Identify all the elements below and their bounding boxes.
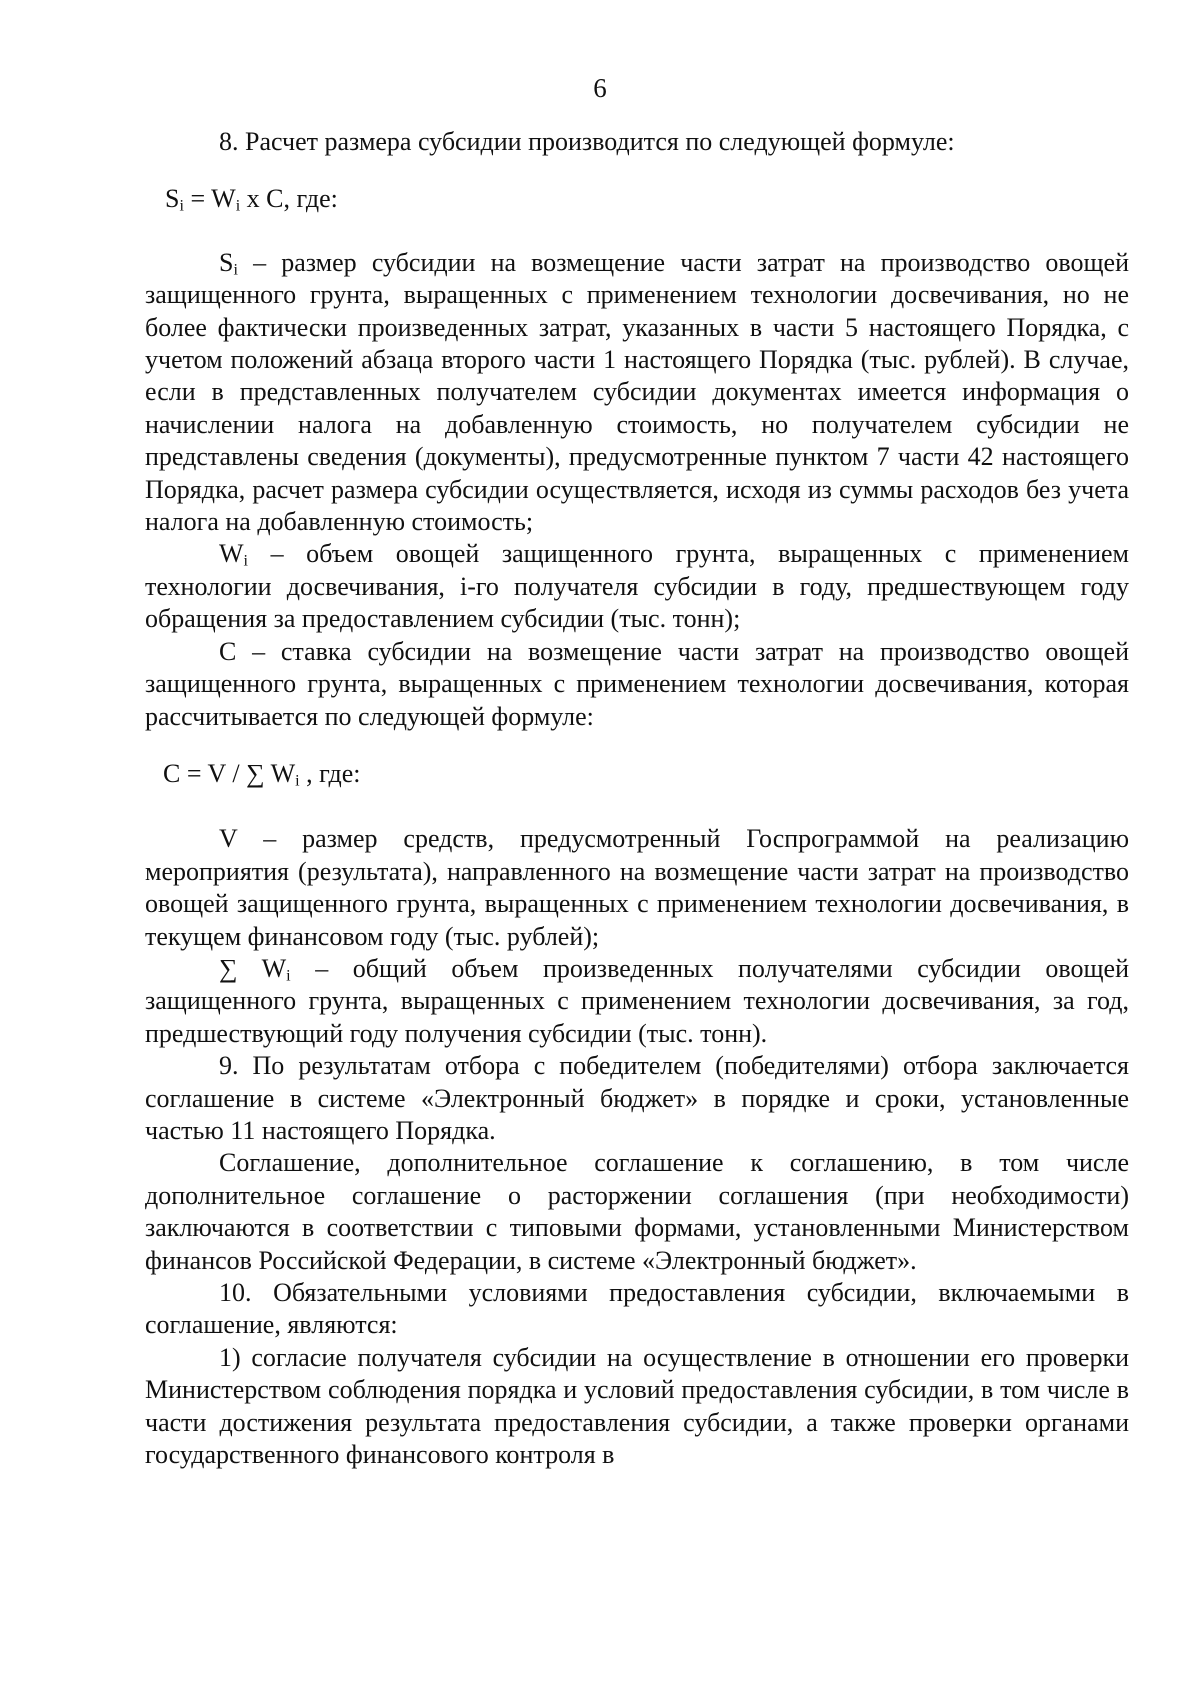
paragraph-8-intro: 8. Расчет размера субсидии производится по следующей формуле: — [219, 127, 955, 156]
definition-w-text: – объем овощей защищенного грунта, выращенных с применением технологии досвечивания, i-го получателя субсидии в году, предшествующем году обращения за предоставлением субсидии (тыс. тонн); — [145, 539, 1129, 634]
definition-sum-w-subscript: i — [286, 967, 291, 985]
formula-s-subscript: i — [179, 197, 184, 215]
definition-s-subscript: i — [233, 261, 238, 279]
definition-sum-w — [145, 953, 1129, 1050]
formula-w-subscript: i — [235, 197, 241, 215]
paragraph-10: 10. Обязательными условиями предоставления субсидии, включаемыми в соглашение, являются: — [145, 1278, 1129, 1340]
definition-sum-w-var: ∑ W — [219, 953, 287, 983]
formula-equals-w: = W — [183, 184, 236, 214]
definition-c: С – ставка субсидии на возмещение части затрат на производство овощей защищенного грунта, выращенных с применением технологии досвечивания, которая рассчитывается по следующей формуле: — [145, 636, 1129, 731]
definition-s-var: S — [219, 247, 234, 277]
page-number: 6 — [593, 73, 607, 103]
rate-formula-subscript: i — [295, 772, 300, 790]
definition-sum-w-text: – общий объем произведенных получателями субсидии овощей защищенного грунта, выращенных с применением технологии досвечивания, за год, предшествующий году получения субсидии (тыс. тонн). — [145, 953, 1129, 1048]
rate-formula-lhs: C = V / ∑ W — [163, 758, 296, 788]
definition-w-var: W — [219, 539, 244, 569]
paragraph-10-item-1: 1) согласие получателя субсидии на осуществление в отношении его проверки Министерством соблюдения порядка и условий предоставления субсидии, в том числе в части достижения результата предоставления субсидии, а также проверки органами государственного финансового контроля в — [145, 1342, 1129, 1470]
definition-s — [145, 247, 1129, 539]
definition-s-text: – размер субсидии на возмещение части затрат на производство овощей защищенного грунта, выращенных с применением технологии досвечивания, но не более фактически произведенных затрат, указанных в части 5 настоящего Порядка, с учетом положений абзаца второго части 1 настоящего Порядка (тыс. рублей). В случае, если в представленных получателем субсидии документах имеется информация о начислении налога на добавленную стоимость, но получателем субсидии не представлены сведения (документы), предусмотренные пунктом 7 части 42 настоящего Порядка, расчет размера субсидии осуществляется, исходя из суммы расходов без учета налога на добавленную стоимость; — [145, 247, 1129, 537]
rate-formula-tail: , где: — [299, 758, 361, 788]
paragraph-9-agreement: Соглашение, дополнительное соглашение к соглашению, в том числе дополнительное соглашение о расторжении соглашения (при необходимости) заключаются в соответствии с типовыми формами, установленными Министерством финансов Российской Федерации, в системе «Электронный бюджет». — [145, 1148, 1129, 1275]
subsidy-formula — [145, 183, 1129, 215]
formula-s: S — [165, 184, 180, 214]
rate-formula — [145, 758, 1129, 790]
paragraph-9: 9. По результатам отбора с победителем (победителями) отбора заключается соглашение в системе «Электронный бюджет» в порядке и сроки, установленные частью 11 настоящего Порядка. — [145, 1051, 1129, 1145]
definition-v: V – размер средств, предусмотренный Госпрограммой на реализацию мероприятия (результата), направленного на возмещение части затрат на производство овощей защищенного грунта, выращенных с применением технологии досвечивания, в текущем финансовом году (тыс. рублей); — [145, 824, 1129, 951]
definition-w-subscript: i — [243, 553, 249, 570]
formula-tail: x C, где: — [240, 184, 338, 214]
definition-w — [145, 538, 1129, 635]
document-body — [145, 126, 1129, 1471]
